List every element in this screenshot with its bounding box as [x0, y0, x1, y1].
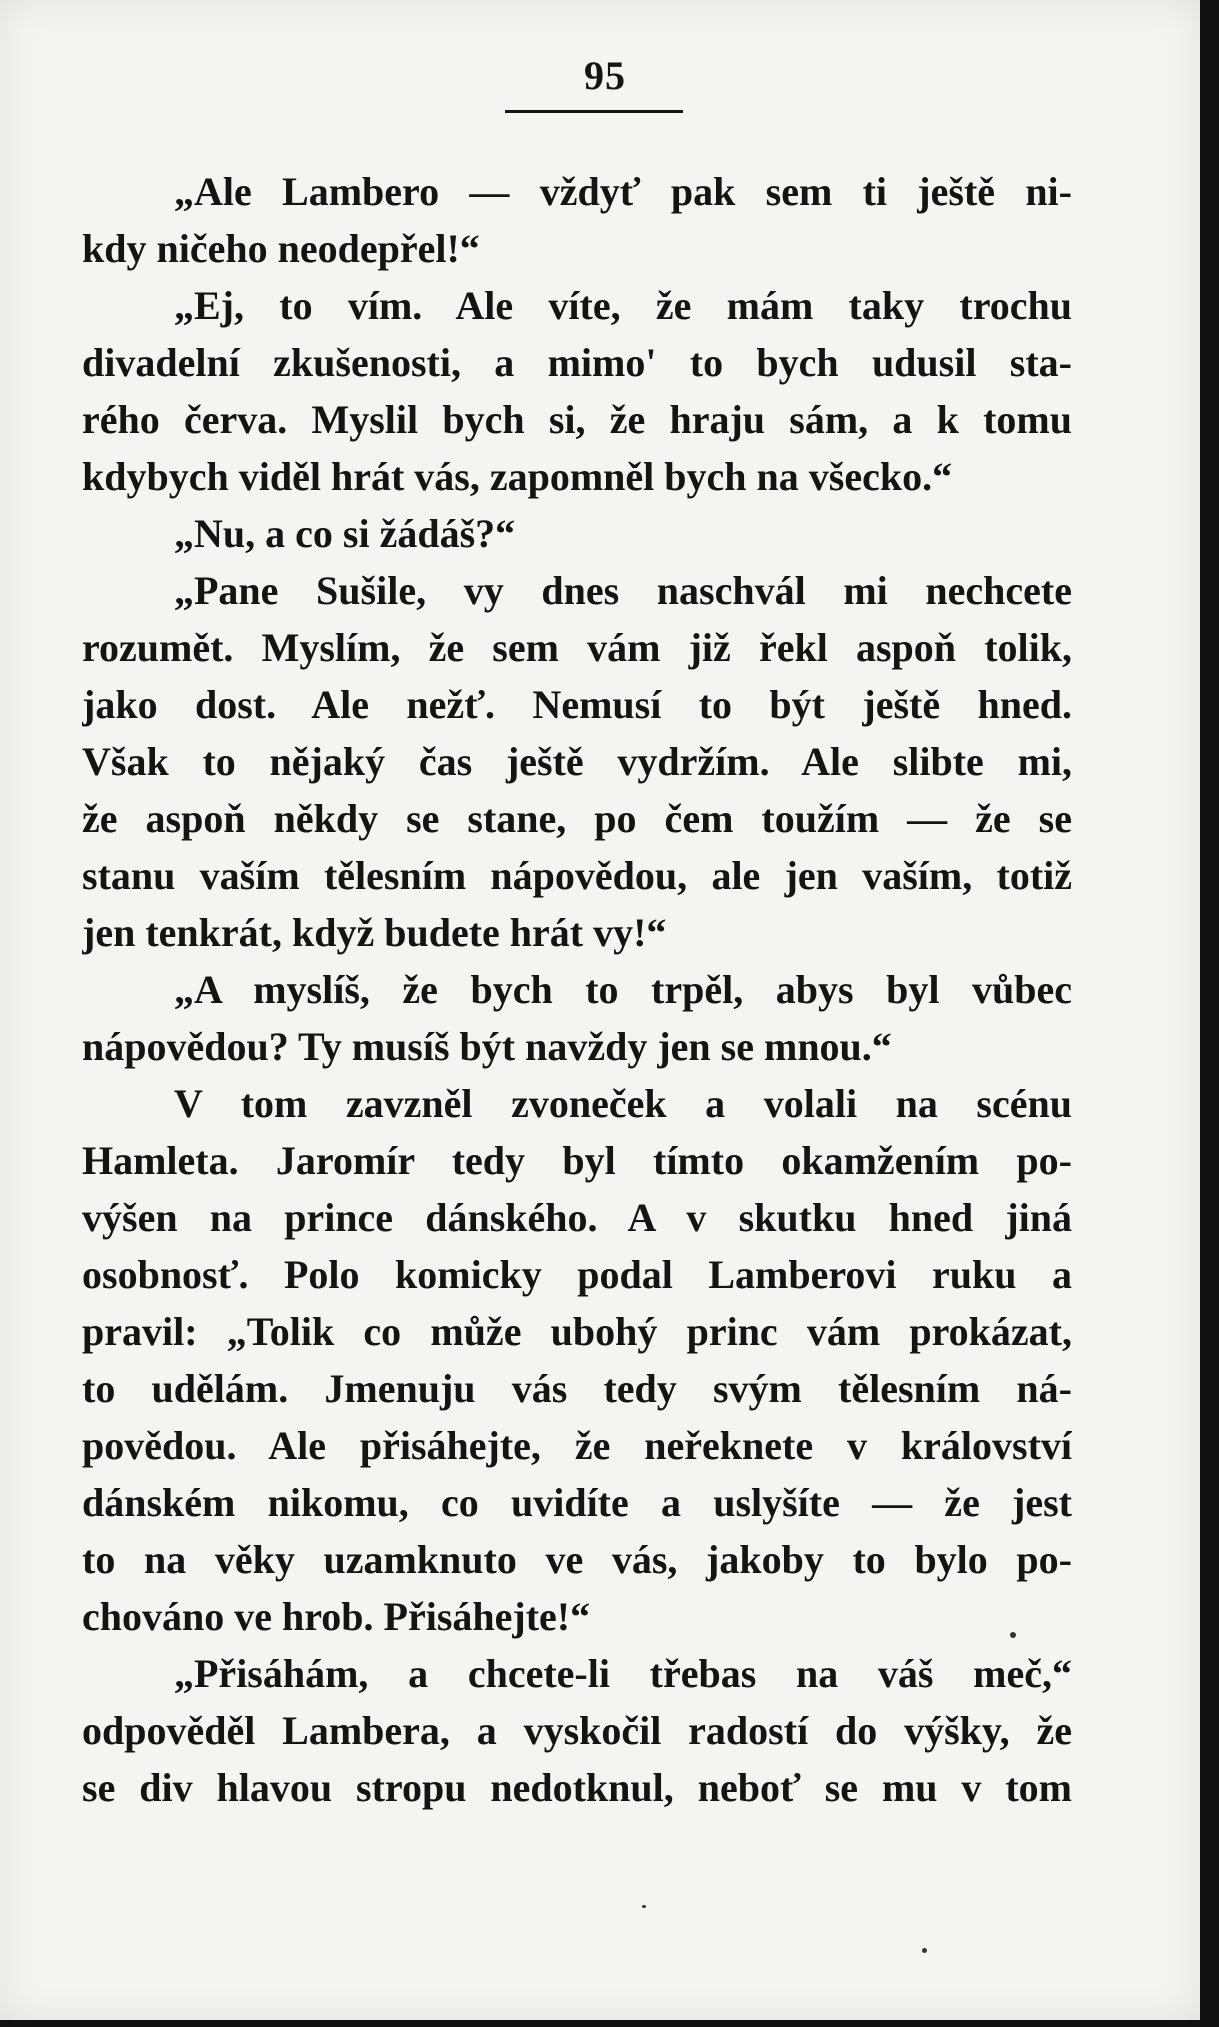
- text-line: chováno ve hrob. Přisáhejte!“: [82, 1594, 591, 1639]
- text-line: to na věky uzamknuto ve vás, jakoby to bylo po-: [82, 1537, 1072, 1582]
- text-line: povědou. Ale přisáhejte, že neřeknete v království: [82, 1423, 1072, 1468]
- text-line: kdybych viděl hrát vás, zapomněl bych na všecko.“: [82, 454, 953, 499]
- text-line: Hamleta. Jaromír tedy byl tímto okamžením po-: [82, 1138, 1072, 1183]
- header-rule: [505, 110, 683, 113]
- print-speck: [1010, 1632, 1016, 1638]
- text-line: „Pane Sušile, vy dnes naschvál mi nechcete: [174, 568, 1072, 613]
- text-line: Však to nějaký čas ještě vydržím. Ale slibte mi,: [82, 739, 1072, 784]
- text-line: že aspoň někdy se stane, po čem toužím — že se: [82, 796, 1072, 841]
- text-line: „Ej, to vím. Ale víte, že mám taky trochu: [174, 283, 1072, 328]
- page-number: 95: [584, 53, 626, 98]
- text-line: jen tenkrát, když budete hrát vy!“: [82, 910, 667, 955]
- text-line: „Ale Lambero — vždyť pak sem ti ještě ni-: [174, 169, 1072, 214]
- text-line: rého červa. Myslil bych si, že hraju sám, a k tomu: [82, 397, 1072, 442]
- text-line: „Nu, a co si žádáš?“: [174, 511, 516, 556]
- print-speck: [922, 1948, 927, 1953]
- text-line: rozumět. Myslím, že sem vám již řekl aspoň tolik,: [82, 625, 1072, 670]
- text-line: kdy ničeho neodepřel!“: [82, 226, 480, 271]
- text-line: osobnosť. Polo komicky podal Lamberovi ruku a: [82, 1252, 1072, 1297]
- page-edge-shadow: [0, 2020, 1219, 2027]
- page-edge-shadow: [1200, 0, 1219, 2027]
- print-speck: [642, 1905, 646, 1908]
- body-text: [82, 163, 1072, 1816]
- text-line: výšen na prince dánského. A v skutku hned jiná: [82, 1195, 1072, 1240]
- text-line: jako dost. Ale nežť. Nemusí to být ještě hned.: [82, 682, 1072, 727]
- text-line: „A myslíš, že bych to trpěl, abys byl vůbec: [174, 967, 1072, 1012]
- text-line: se div hlavou stropu nedotknul, neboť se mu v tom: [82, 1765, 1072, 1810]
- text-line: to udělám. Jmenuju vás tedy svým tělesním ná-: [82, 1366, 1072, 1411]
- text-line: „Přisáhám, a chcete-li třebas na váš meč,“: [174, 1651, 1072, 1696]
- text-line: V tom zavzněl zvoneček a volali na scénu: [174, 1081, 1072, 1126]
- text-line: stanu vaším tělesním nápovědou, ale jen vaším, totiž: [82, 853, 1072, 898]
- text-line: dánském nikomu, co uvidíte a uslyšíte — že jest: [82, 1480, 1072, 1525]
- text-line: odpověděl Lambera, a vyskočil radostí do výšky, že: [82, 1708, 1072, 1753]
- text-line: nápovědou? Ty musíš být navždy jen se mnou.“: [82, 1024, 892, 1069]
- text-line: divadelní zkušenosti, a mimo' to bych udusil sta-: [82, 340, 1072, 385]
- text-line: pravil: „Tolik co může ubohý princ vám prokázat,: [82, 1309, 1072, 1354]
